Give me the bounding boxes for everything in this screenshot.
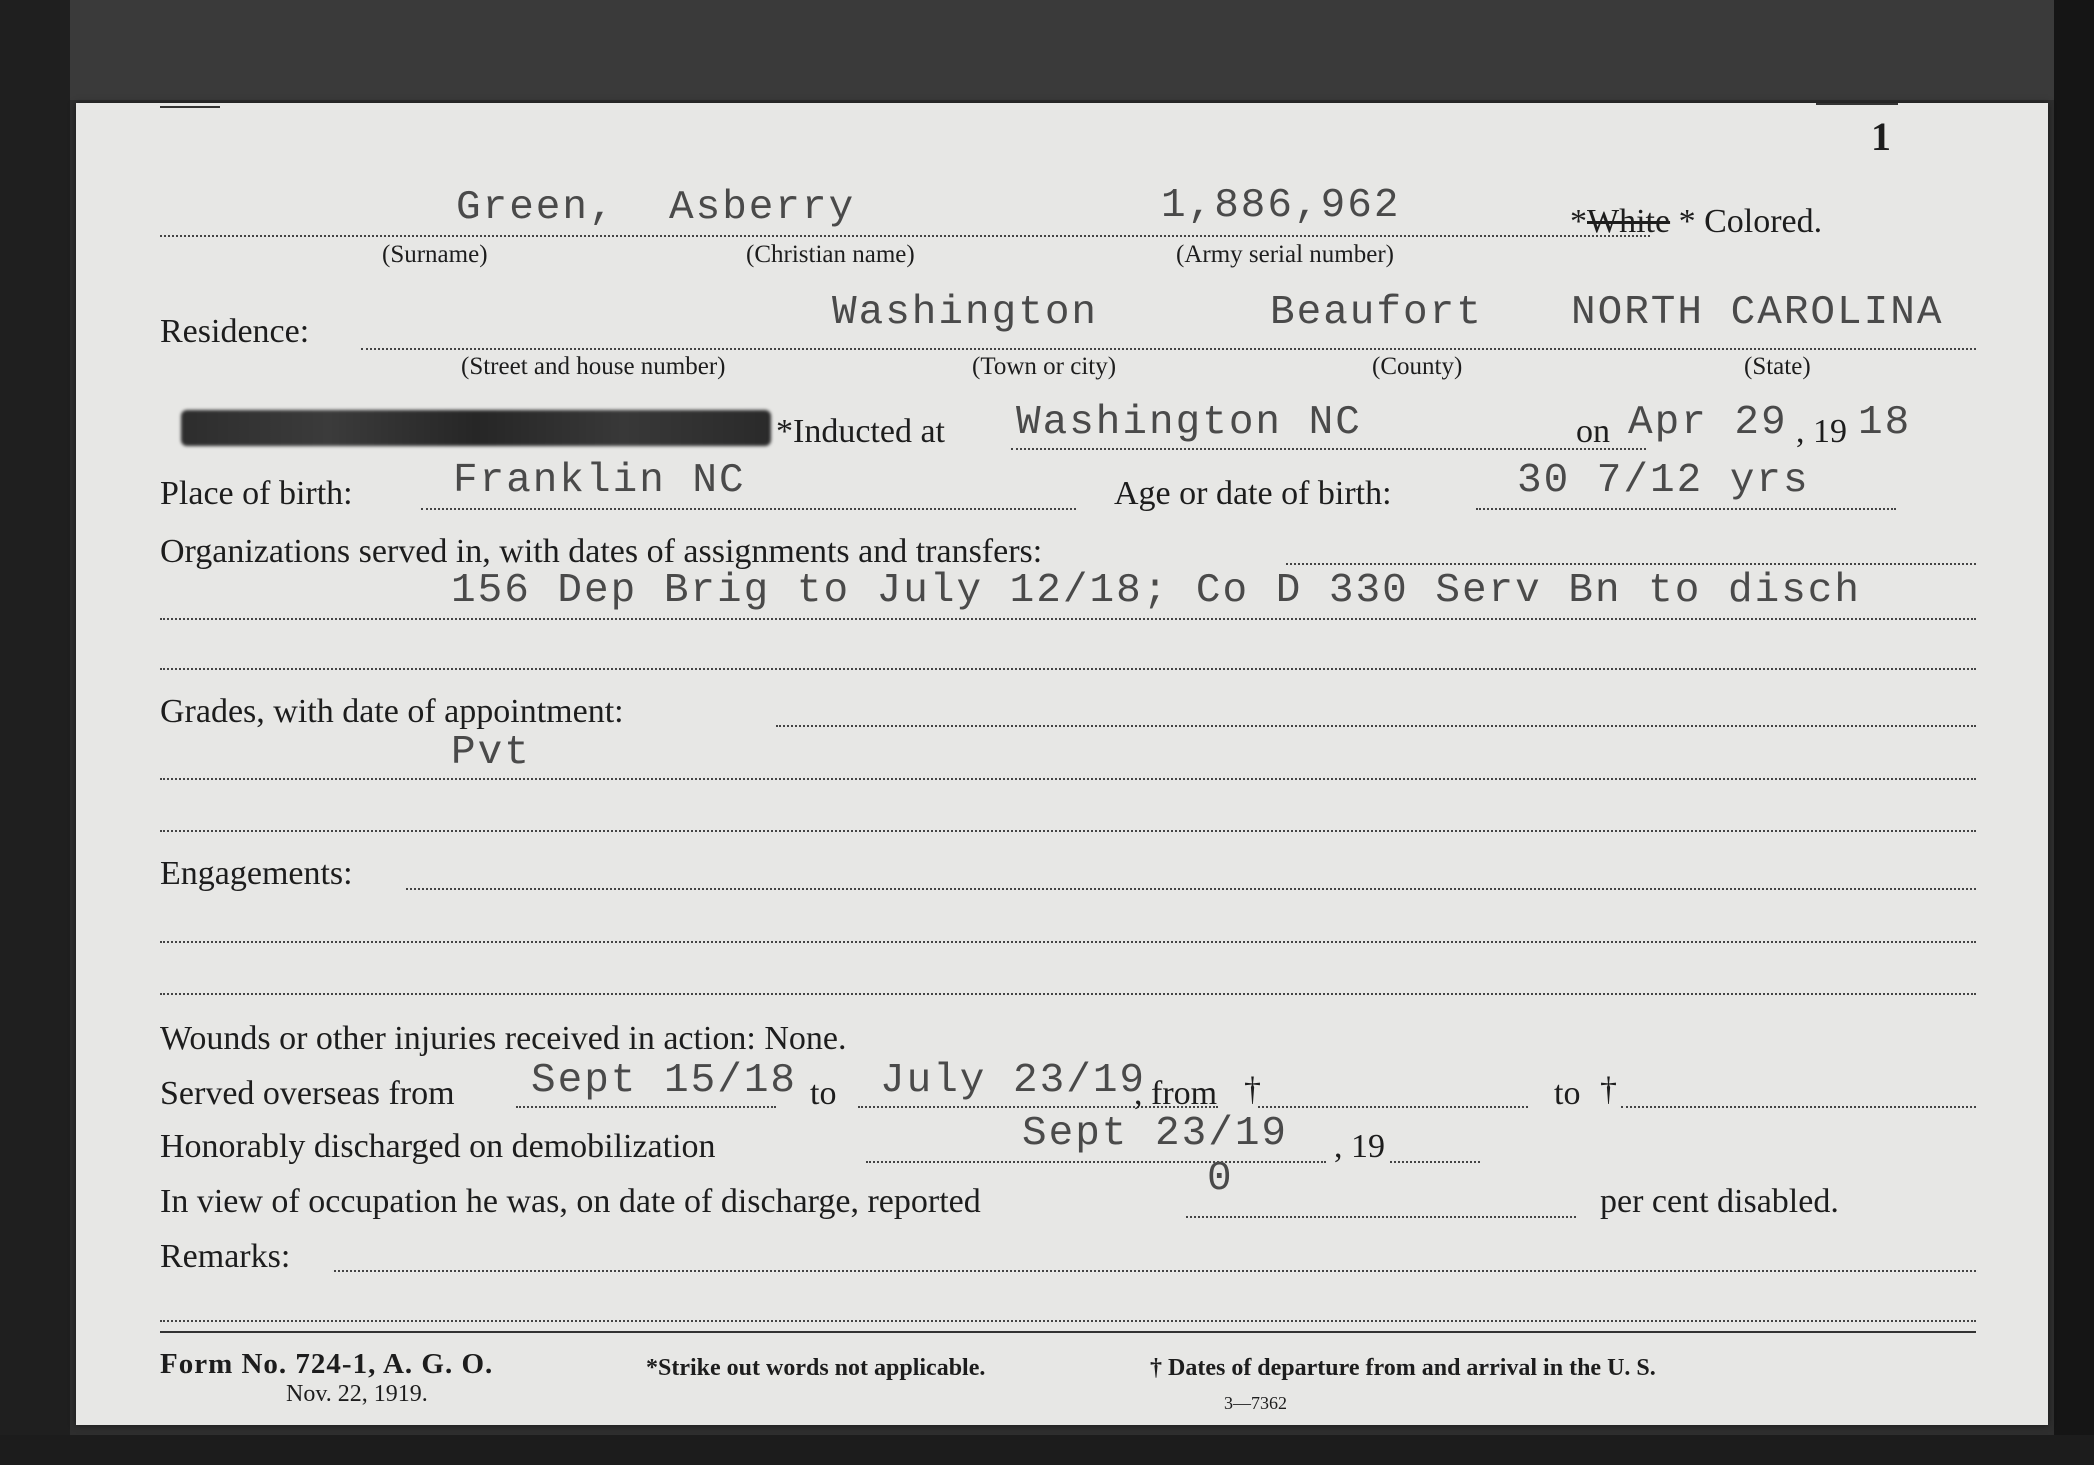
overseas-to-label: to	[810, 1075, 837, 1112]
christian-name-caption: (Christian name)	[746, 241, 915, 268]
to2-line	[1621, 1106, 1976, 1108]
discharge-date-value: Sept 23/19	[1022, 1111, 1289, 1157]
serial-number-caption: (Army serial number)	[1176, 241, 1394, 268]
organizations-line-2	[160, 618, 1976, 620]
age-line	[1476, 508, 1896, 510]
grades-line-2	[160, 778, 1976, 780]
form-number: Form No. 724-1, A. G. O.	[160, 1348, 494, 1380]
from2-line	[1258, 1106, 1528, 1108]
grades-line-3	[160, 830, 1976, 832]
from2-label: , from	[1134, 1075, 1218, 1112]
birth-place-line	[421, 508, 1076, 510]
footnote-dates: † Dates of departure from and arrival in the U. S.	[1150, 1355, 1656, 1381]
discharge-label: Honorably discharged on demobilization	[160, 1128, 716, 1165]
remarks-label: Remarks:	[160, 1238, 291, 1275]
race-prefix: *	[1570, 203, 1587, 240]
christian-name-value: Asberry	[669, 185, 856, 231]
overseas-from-value: Sept 15/18	[531, 1058, 798, 1104]
on-label: on	[1576, 413, 1610, 450]
form-date: Nov. 22, 1919.	[286, 1381, 428, 1407]
scan-background-right	[2054, 0, 2094, 1465]
street-caption: (Street and house number)	[461, 353, 726, 380]
inducted-year-value: 18	[1858, 400, 1912, 446]
birth-place-label: Place of birth:	[160, 475, 353, 512]
scan-background-bottom	[0, 1435, 2094, 1465]
page-number: 1	[1871, 114, 1891, 159]
grades-line-1	[776, 725, 1976, 727]
scan-background-left	[0, 0, 70, 1465]
disability-suffix: per cent disabled.	[1600, 1183, 1839, 1220]
organizations-value: 156 Dep Brig to July 12/18; Co D 330 Serv Bn to disch	[451, 568, 1862, 614]
race-white-struck: White	[1587, 203, 1671, 240]
county-caption: (County)	[1372, 353, 1463, 380]
top-left-rule	[160, 106, 220, 108]
overseas-from-line	[516, 1106, 776, 1108]
engagements-line-3	[160, 993, 1976, 995]
service-record-card	[76, 103, 2048, 1425]
inducted-label: *Inducted at	[776, 413, 945, 450]
top-right-rule	[1816, 103, 1898, 105]
serial-number-value: 1,886,962	[1161, 183, 1401, 229]
wounds-label: Wounds or other injuries received in action: None.	[160, 1020, 847, 1057]
residence-label: Residence:	[160, 313, 310, 350]
organizations-line-3	[160, 668, 1976, 670]
state-caption: (State)	[1744, 353, 1811, 380]
engagements-line-2	[160, 941, 1976, 943]
scan-background-top	[0, 0, 2094, 100]
to2-label: to	[1554, 1075, 1581, 1112]
engagements-line-1	[406, 888, 1976, 890]
overseas-label: Served overseas from	[160, 1075, 455, 1112]
remarks-line-2	[160, 1320, 1976, 1322]
inducted-line	[1011, 448, 1646, 450]
age-value: 30 7/12 yrs	[1517, 458, 1810, 504]
residence-town-value: Washington	[832, 290, 1099, 336]
race-field	[1570, 203, 1822, 241]
overseas-to-value: July 23/19	[880, 1058, 1147, 1104]
surname-caption: (Surname)	[382, 241, 488, 268]
disability-line	[1186, 1216, 1576, 1218]
discharge-line	[866, 1161, 1326, 1163]
organizations-label: Organizations served in, with dates of assignments and transfers:	[160, 533, 1043, 570]
age-label: Age or date of birth:	[1114, 475, 1392, 512]
to2-dagger: †	[1600, 1071, 1617, 1108]
footer-rule	[160, 1331, 1976, 1333]
inducted-place-value: Washington NC	[1016, 400, 1362, 446]
residence-state-value: NORTH CAROLINA	[1571, 290, 1944, 336]
inducted-date-value: Apr 29	[1628, 400, 1788, 446]
surname-value: Green,	[456, 185, 616, 231]
footnote-strike-out: *Strike out words not applicable.	[646, 1355, 986, 1381]
grades-label: Grades, with date of appointment:	[160, 693, 624, 730]
grades-value: Pvt	[451, 730, 531, 776]
race-colored: * Colored.	[1678, 203, 1823, 240]
remarks-line-1	[334, 1270, 1976, 1272]
organizations-line-1	[1286, 563, 1976, 565]
town-caption: (Town or city)	[972, 353, 1117, 380]
print-code: 3—7362	[1224, 1393, 1287, 1413]
discharge-year-line	[1390, 1161, 1480, 1163]
year-prefix: , 19	[1796, 413, 1847, 450]
from2-dagger: †	[1244, 1071, 1261, 1108]
discharge-year-label: , 19	[1334, 1128, 1385, 1165]
residence-line	[361, 348, 1976, 350]
disability-value: 0	[1207, 1156, 1234, 1202]
disability-label: In view of occupation he was, on date of discharge, reported	[160, 1183, 981, 1220]
residence-county-value: Beaufort	[1270, 290, 1483, 336]
name-line	[160, 235, 1650, 237]
redacted-enlistment-field	[181, 410, 771, 446]
engagements-label: Engagements:	[160, 855, 353, 892]
birth-place-value: Franklin NC	[453, 458, 746, 504]
